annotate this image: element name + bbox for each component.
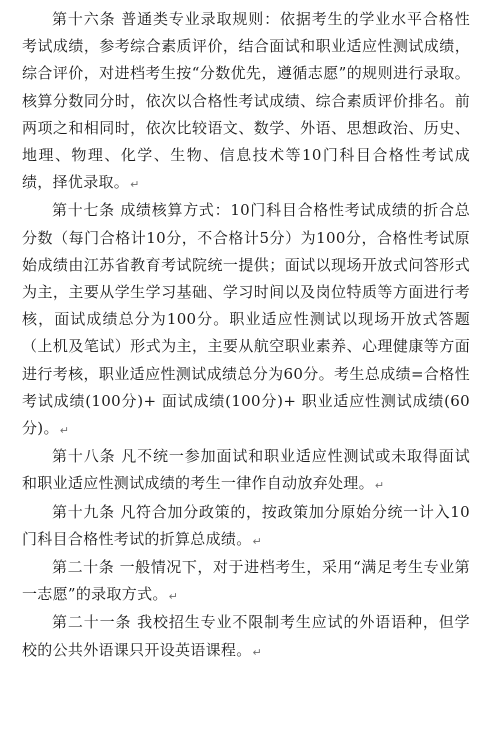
article-21-paragraph: [22, 609, 470, 664]
paragraph-mark-icon: ↵: [374, 479, 385, 493]
article-19-text: 凡符合加分政策的，按政策加分原始分统一计入10门科目合格性考试的折算总成绩。: [22, 502, 470, 548]
article-20-number: 第二十条: [52, 558, 115, 577]
article-18-paragraph: [22, 443, 470, 498]
paragraph-mark-icon: ↵: [59, 424, 69, 438]
article-16-number: 第十六条: [52, 10, 116, 28]
article-21-text: 我校招生专业不限制考生应试的外语语种，但学校的公共外语课只开设英语课程。: [22, 613, 470, 659]
article-17-text: 成绩核算方式：10门科目合格性考试成绩的折合总分数（每门合格计10分，不合格计5分）为100分，合格性考试原始成绩由江苏省教育考试院统一提供；面试以现场开放式问答形式为主，主要从学生学习基础、学习时间以及岗位特质等方面进行考核，面试成绩总分为100分。职业适应性测试以现场开放式答题（上机及笔试）形式为主，主要从航空职业素养、心理健康等方面进行考核，职业适应性测试成绩总分为60分。考生总成绩=合格性考试成绩(100分)+ 面试成绩(100分)+ 职业适应性测试成绩(60分)。: [22, 201, 470, 438]
article-20-text: 一般情况下，对于进档考生，采用“满足考生专业第一志愿”的录取方式。: [22, 558, 470, 604]
article-16-paragraph: [22, 6, 470, 197]
paragraph-mark-icon: ↵: [252, 534, 262, 548]
article-17-number: 第十七条: [52, 201, 115, 220]
paragraph-mark-icon: ↵: [130, 178, 140, 192]
document-page: [22, 6, 470, 665]
paragraph-mark-icon: ↵: [252, 645, 262, 659]
article-19-number: 第十九条: [52, 502, 115, 521]
article-17-paragraph: [22, 197, 470, 443]
article-20-paragraph: [22, 554, 470, 609]
article-19-paragraph: [22, 499, 470, 554]
paragraph-mark-icon: ↵: [168, 590, 178, 604]
article-18-number: 第十八条: [52, 447, 116, 466]
article-21-number: 第二十一条: [52, 613, 132, 632]
article-16-text: 普通类专业录取规则：依据考生的学业水平合格性考试成绩，参考综合素质评价，结合面试和职业适应性测试成绩，综合评价，对进档考生按“分数优先，遵循志愿”的规则进行录取。核算分数同分时，依次以合格性考试成绩、综合素质评价排名。前两项之和相同时，依次比较语文、数学、外语、思想政治、历史、地理、物理、化学、生物、信息技术等10门科目合格性考试成绩，择优录取。: [22, 10, 470, 192]
article-18-text: 凡不统一参加面试和职业适应性测试或未取得面试和职业适应性测试成绩的考生一律作自动放弃处理。: [22, 447, 470, 493]
